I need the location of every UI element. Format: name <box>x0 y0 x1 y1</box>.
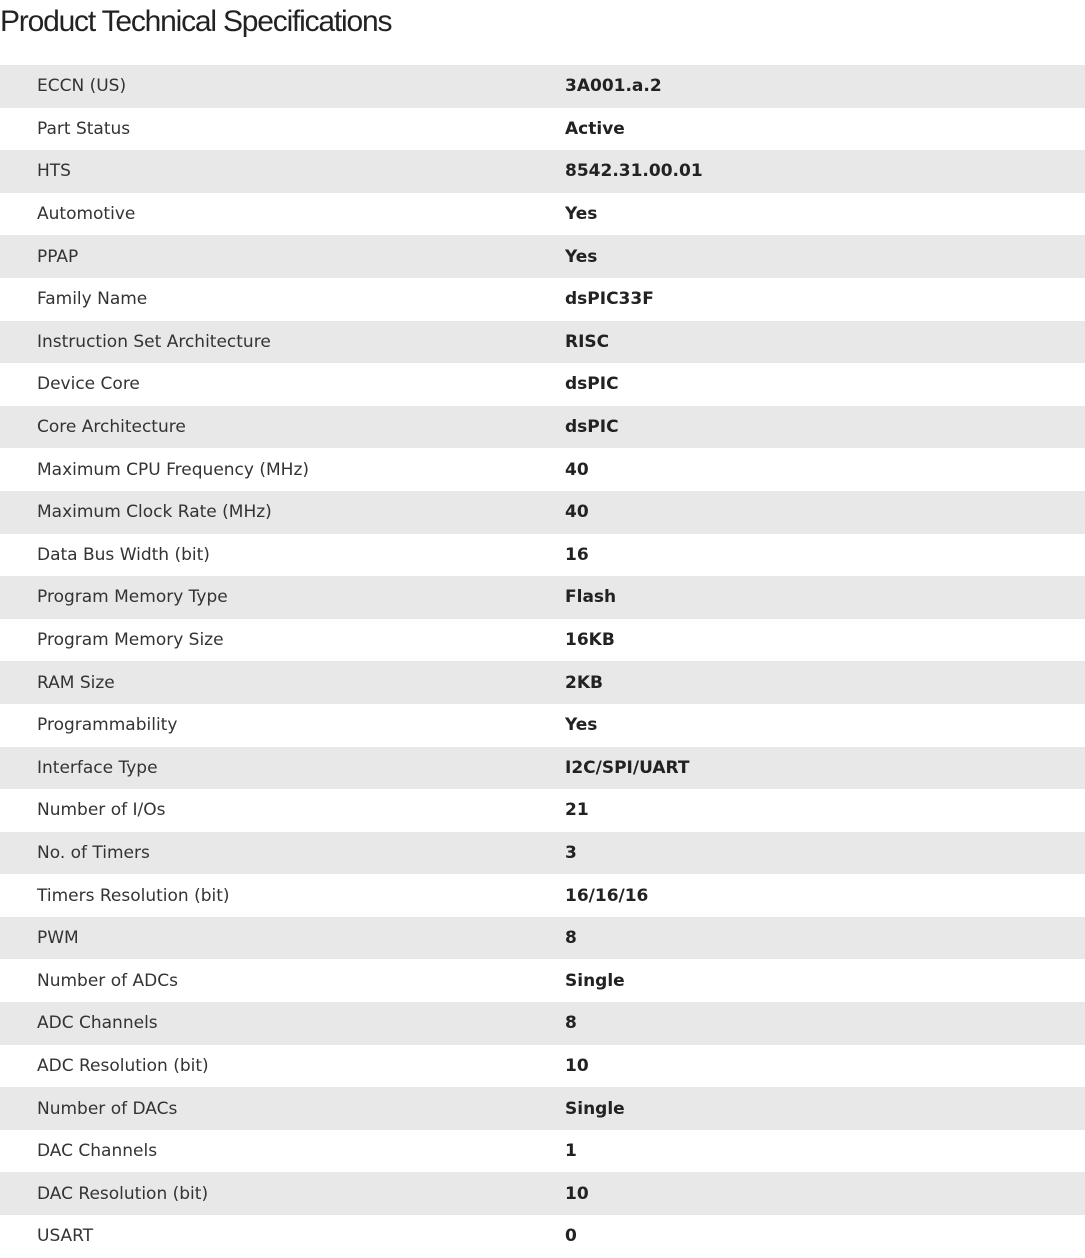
spec-label: Core Architecture <box>0 406 565 449</box>
spec-table-body <box>0 65 1085 1258</box>
spec-label: Number of I/Os <box>0 789 565 832</box>
spec-value: I2C/SPI/UART <box>565 747 1085 790</box>
spec-row <box>0 1087 1085 1130</box>
spec-label: Maximum CPU Frequency (MHz) <box>0 448 565 491</box>
spec-row <box>0 406 1085 449</box>
spec-label: Program Memory Size <box>0 619 565 662</box>
spec-value: 2KB <box>565 661 1085 704</box>
spec-value: RISC <box>565 321 1085 364</box>
spec-value: 40 <box>565 491 1085 534</box>
spec-row <box>0 959 1085 1002</box>
spec-value: 0 <box>565 1215 1085 1258</box>
spec-row <box>0 874 1085 917</box>
spec-row <box>0 278 1085 321</box>
spec-value: dsPIC <box>565 363 1085 406</box>
spec-row <box>0 1002 1085 1045</box>
spec-label: USART <box>0 1215 565 1258</box>
spec-value: Yes <box>565 235 1085 278</box>
spec-row <box>0 661 1085 704</box>
spec-value: 3 <box>565 832 1085 875</box>
spec-label: No. of Timers <box>0 832 565 875</box>
spec-label: Automotive <box>0 193 565 236</box>
spec-row <box>0 1215 1085 1258</box>
spec-label: Number of DACs <box>0 1087 565 1130</box>
spec-row <box>0 108 1085 151</box>
spec-value: dsPIC <box>565 406 1085 449</box>
spec-label: Maximum Clock Rate (MHz) <box>0 491 565 534</box>
spec-row <box>0 917 1085 960</box>
spec-row <box>0 832 1085 875</box>
spec-value: 16/16/16 <box>565 874 1085 917</box>
spec-value: 40 <box>565 448 1085 491</box>
spec-label: Programmability <box>0 704 565 747</box>
spec-value: dsPIC33F <box>565 278 1085 321</box>
spec-value: Single <box>565 959 1085 1002</box>
spec-label: Number of ADCs <box>0 959 565 1002</box>
spec-row <box>0 321 1085 364</box>
spec-label: Interface Type <box>0 747 565 790</box>
spec-row <box>0 789 1085 832</box>
spec-value: 3A001.a.2 <box>565 65 1085 108</box>
spec-row <box>0 1172 1085 1215</box>
spec-label: Data Bus Width (bit) <box>0 534 565 577</box>
spec-label: PWM <box>0 917 565 960</box>
spec-value: Yes <box>565 193 1085 236</box>
spec-value: 1 <box>565 1130 1085 1173</box>
spec-row <box>0 1130 1085 1173</box>
spec-value: 8 <box>565 917 1085 960</box>
spec-row <box>0 363 1085 406</box>
spec-row <box>0 65 1085 108</box>
spec-row <box>0 1045 1085 1088</box>
spec-value: 8 <box>565 1002 1085 1045</box>
spec-row <box>0 576 1085 619</box>
spec-label: ADC Resolution (bit) <box>0 1045 565 1088</box>
spec-label: ADC Channels <box>0 1002 565 1045</box>
spec-label: Timers Resolution (bit) <box>0 874 565 917</box>
spec-value: 10 <box>565 1045 1085 1088</box>
spec-row <box>0 619 1085 662</box>
spec-row <box>0 235 1085 278</box>
spec-label: DAC Resolution (bit) <box>0 1172 565 1215</box>
spec-label: PPAP <box>0 235 565 278</box>
page-title: Product Technical Specifications <box>0 5 392 38</box>
spec-row <box>0 193 1085 236</box>
spec-label: Program Memory Type <box>0 576 565 619</box>
spec-label: ECCN (US) <box>0 65 565 108</box>
spec-row <box>0 704 1085 747</box>
spec-label: Instruction Set Architecture <box>0 321 565 364</box>
spec-value: Single <box>565 1087 1085 1130</box>
spec-value: 16 <box>565 534 1085 577</box>
spec-row <box>0 150 1085 193</box>
spec-value: 8542.31.00.01 <box>565 150 1085 193</box>
spec-table <box>0 65 1085 1258</box>
spec-label: Family Name <box>0 278 565 321</box>
spec-row <box>0 747 1085 790</box>
spec-value: 10 <box>565 1172 1085 1215</box>
spec-value: 16KB <box>565 619 1085 662</box>
spec-row <box>0 448 1085 491</box>
spec-label: HTS <box>0 150 565 193</box>
spec-label: Device Core <box>0 363 565 406</box>
spec-label: DAC Channels <box>0 1130 565 1173</box>
spec-label: Part Status <box>0 108 565 151</box>
spec-value: 21 <box>565 789 1085 832</box>
spec-label: RAM Size <box>0 661 565 704</box>
spec-value: Flash <box>565 576 1085 619</box>
spec-value: Active <box>565 108 1085 151</box>
spec-row <box>0 534 1085 577</box>
spec-value: Yes <box>565 704 1085 747</box>
spec-row <box>0 491 1085 534</box>
